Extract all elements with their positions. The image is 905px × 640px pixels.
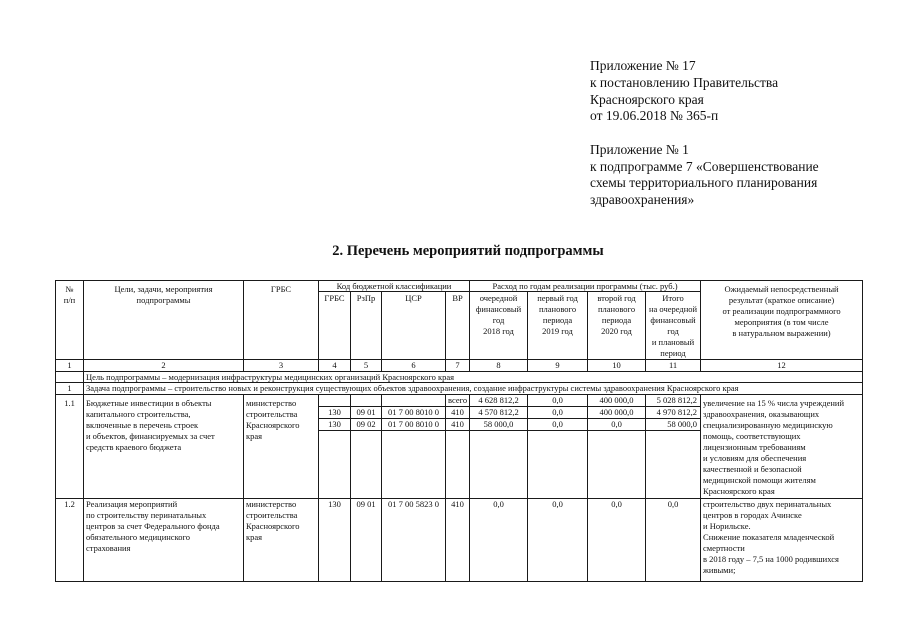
column-number: 6 — [382, 360, 446, 372]
empty-cell — [56, 372, 84, 383]
column-number: 5 — [351, 360, 382, 372]
subprogram-goal: Цель подпрограммы – модернизация инфраструктуры медицинских организаций Красноярского края — [84, 372, 863, 383]
cell-grbs: 130 — [319, 499, 351, 582]
column-number: 8 — [470, 360, 528, 372]
measure-expected-result: строительство двух перинатальных центров в городах Ачинске и Норильске. Снижение показателя младенческой смертности в 2018 году – 7,5 на 1000 родившихся живыми; — [701, 499, 863, 582]
measure-name: Бюджетные инвестиции в объекты капитального строительства, включенные в перечень строек и объектов, финансируемых за счет средств краевого бюджета — [84, 395, 244, 499]
appendix-1-note: Приложение № 1 к подпрограмме 7 «Совершенствование схемы территориального планирования здравоохранения» — [590, 141, 819, 207]
cell-vr: 410 — [446, 419, 470, 431]
column-number: 7 — [446, 360, 470, 372]
cell-total: 58 000,0 — [646, 419, 701, 431]
empty-cell — [319, 395, 351, 407]
empty-cell — [446, 431, 470, 499]
cell-vr: 410 — [446, 499, 470, 582]
cell-2018: 4 628 812,2 — [470, 395, 528, 407]
header-goals: Цели, задачи, мероприятия подпрограммы — [84, 281, 244, 360]
column-number: 3 — [244, 360, 319, 372]
empty-cell — [351, 395, 382, 407]
section-title: 2. Перечень мероприятий подпрограммы — [332, 243, 604, 259]
cell-vr: всего — [446, 395, 470, 407]
cell-2020: 400 000,0 — [588, 407, 646, 419]
header-total: Итого на очередной финансовый год и плановый период — [646, 292, 701, 360]
header-expected-result: Ожидаемый непосредственный результат (краткое описание) от реализации подпрограммного мероприятия (в том числе в натуральном выражении) — [701, 281, 863, 360]
cell-total: 4 970 812,2 — [646, 407, 701, 419]
cell-2020: 0,0 — [588, 499, 646, 582]
subprogram-task: Задача подпрограммы – строительство новых и реконструкция существующих объектов здравоохранения, создание инфраструктуры системы здравоохранения Красноярского края — [84, 383, 863, 395]
header-budget-code: Код бюджетной классификации — [319, 281, 470, 292]
empty-cell — [588, 431, 646, 499]
cell-2019: 0,0 — [528, 419, 588, 431]
header-code-csr: ЦСР — [382, 292, 446, 360]
empty-cell — [646, 431, 701, 499]
measure-number: 1.2 — [56, 499, 84, 582]
column-number: 11 — [646, 360, 701, 372]
measures-table — [55, 280, 863, 582]
header-year-2018: очередной финансовый год 2018 год — [470, 292, 528, 360]
cell-total: 0,0 — [646, 499, 701, 582]
cell-csr: 01 7 00 8010 0 — [382, 407, 446, 419]
header-year-2019: первый год планового периода 2019 год — [528, 292, 588, 360]
appendix-17-note: Приложение № 17 к постановлению Правительства Красноярского края от 19.06.2018 № 365-п — [590, 58, 779, 124]
header-grbs: ГРБС — [244, 281, 319, 360]
cell-rzpr: 09 01 — [351, 407, 382, 419]
task-number: 1 — [56, 383, 84, 395]
column-number: 4 — [319, 360, 351, 372]
empty-cell — [470, 431, 528, 499]
column-number: 10 — [588, 360, 646, 372]
cell-2018: 0,0 — [470, 499, 528, 582]
cell-total: 5 028 812,2 — [646, 395, 701, 407]
header-code-rzpr: РзПр — [351, 292, 382, 360]
cell-grbs: 130 — [319, 419, 351, 431]
column-number: 1 — [56, 360, 84, 372]
cell-2019: 0,0 — [528, 395, 588, 407]
measure-expected-result: увеличение на 15 % числа учреждений здравоохранения, оказывающих специализированную медицинскую помощь, соответствующих лицензионным требованиям и условиям для обеспечения качественной и безопасной медицинской помощи жителям Красноярского края — [701, 395, 863, 499]
header-year-2020: второй год планового периода 2020 год — [588, 292, 646, 360]
measure-grbs: министерство строительства Красноярского края — [244, 499, 319, 582]
empty-cell — [528, 431, 588, 499]
cell-2020: 0,0 — [588, 419, 646, 431]
cell-csr: 01 7 00 5823 0 — [382, 499, 446, 582]
header-number: № п/п — [56, 281, 84, 360]
column-number: 12 — [701, 360, 863, 372]
column-number: 9 — [528, 360, 588, 372]
cell-vr: 410 — [446, 407, 470, 419]
appendix-header — [590, 58, 819, 209]
cell-2020: 400 000,0 — [588, 395, 646, 407]
cell-2019: 0,0 — [528, 407, 588, 419]
measure-grbs: министерство строительства Красноярского края — [244, 395, 319, 499]
measure-name: Реализация мероприятий по строительству перинатальных центров за счет Федерального фонда обязательного медицинского страхования — [84, 499, 244, 582]
cell-rzpr: 09 01 — [351, 499, 382, 582]
header-code-vr: ВР — [446, 292, 470, 360]
empty-cell — [351, 431, 382, 499]
empty-cell — [382, 395, 446, 407]
empty-cell — [382, 431, 446, 499]
cell-grbs: 130 — [319, 407, 351, 419]
column-number: 2 — [84, 360, 244, 372]
cell-2018: 4 570 812,2 — [470, 407, 528, 419]
empty-cell — [319, 431, 351, 499]
cell-2019: 0,0 — [528, 499, 588, 582]
measure-number: 1.1 — [56, 395, 84, 499]
cell-rzpr: 09 02 — [351, 419, 382, 431]
cell-csr: 01 7 00 8010 0 — [382, 419, 446, 431]
header-expenses: Расход по годам реализации программы (тыс. руб.) — [470, 281, 701, 292]
cell-2018: 58 000,0 — [470, 419, 528, 431]
header-code-grbs: ГРБС — [319, 292, 351, 360]
